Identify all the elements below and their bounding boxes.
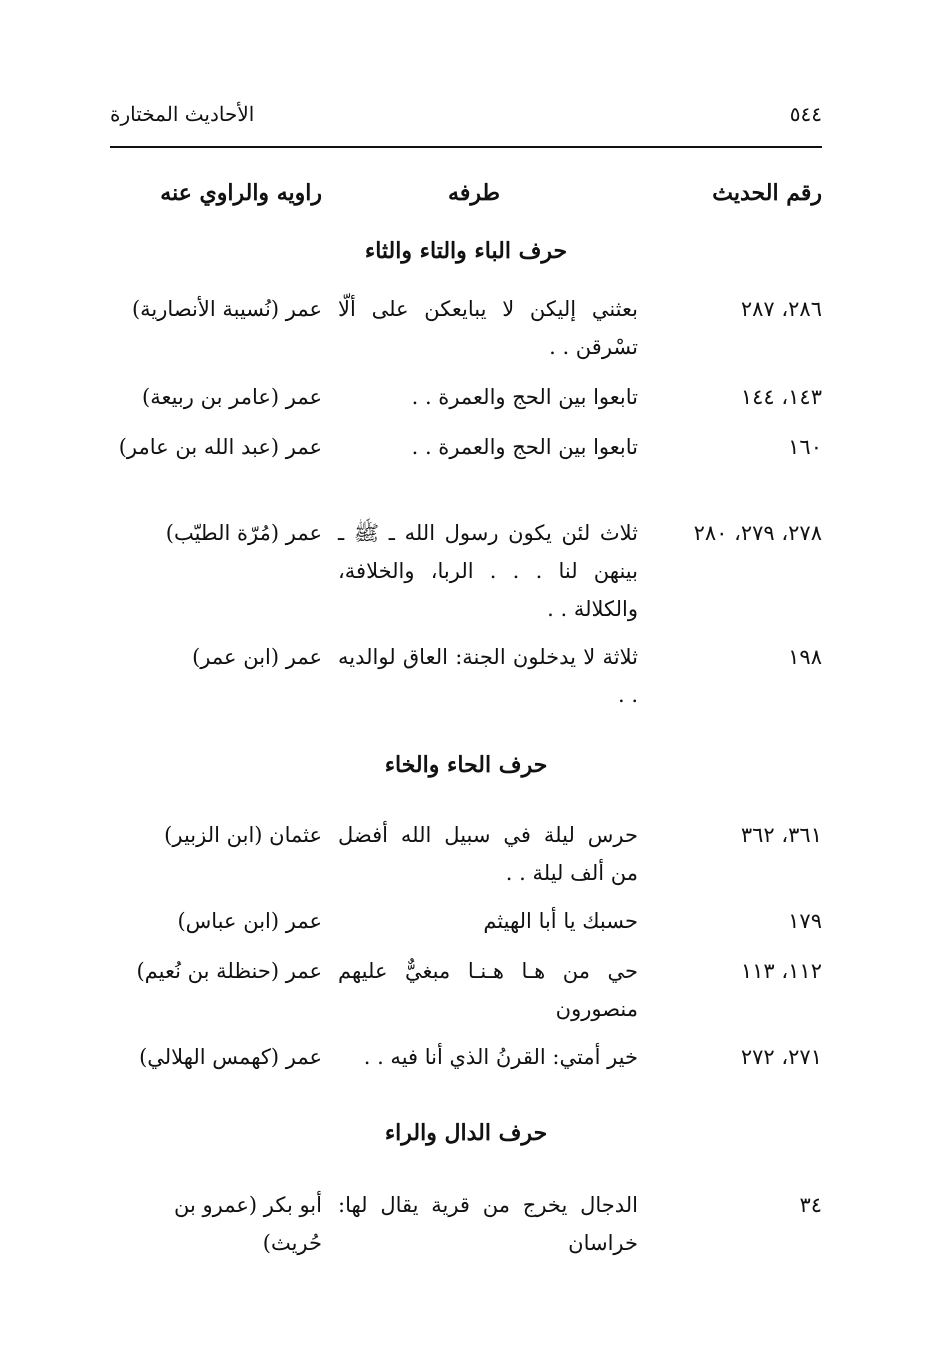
hadith-text: حسبك يا أبا الهيثم	[483, 909, 638, 933]
section-title: حرف الدال والراء	[384, 1120, 548, 1146]
hadith-number: ٣٦١، ٣٦٢	[740, 823, 822, 847]
hadith-number: ٣٤	[799, 1193, 822, 1217]
hadith-narrator: عثمان (ابن الزبير)	[164, 823, 322, 847]
hadith-number: ١٧٩	[788, 909, 822, 933]
hadith-narrator: عمر (عامر بن ربيعة)	[142, 385, 322, 409]
hadith-number: ٢٨٦، ٢٨٧	[740, 297, 822, 321]
hadith-number: ١٦٠	[788, 435, 822, 459]
hadith-text: حي من هـا هـنـا مبغيٌّ عليهم منصورون	[338, 959, 638, 1021]
column-header-text: طرفه	[448, 180, 500, 206]
hadith-number: ٢٧١، ٢٧٢	[740, 1045, 822, 1069]
hadith-text: تابعوا بين الحج والعمرة . .	[411, 385, 638, 409]
hadith-text: خير أمتي: القرنُ الذي أنا فيه . .	[363, 1045, 638, 1069]
hadith-text: بعثني إليكن لا يبايعكن على ألّا تسْرقن . .	[338, 297, 638, 359]
hadith-narrator: أبو بكر (عمرو بن حُريث)	[173, 1193, 322, 1255]
hadith-narrator: عمر (ابن عمر)	[192, 645, 322, 669]
hadith-narrator: عمر (ابن عباس)	[177, 909, 322, 933]
column-header-narrator: راويه والراوي عنه	[160, 180, 322, 206]
hadith-text: ثلاثة لا يدخلون الجنة: العاق لوالديه . .	[338, 645, 638, 707]
header-rule	[110, 146, 822, 148]
running-header	[110, 98, 822, 130]
hadith-number: ٢٧٨، ٢٧٩، ٢٨٠	[693, 521, 822, 545]
hadith-number: ١٤٣، ١٤٤	[740, 385, 822, 409]
hadith-text: الدجال يخرج من قرية يقال لها: خراسان	[338, 1193, 638, 1255]
hadith-narrator: عمر (حنظلة بن نُعيم)	[136, 959, 322, 983]
hadith-text: ثلاث لئن يكون رسول الله ـ ﷺ ـ بينهن لنا . . . الربا، والخلافة، والكلالة . .	[338, 521, 638, 621]
book-title: الأحاديث المختارة	[110, 102, 255, 126]
hadith-narrator: عمر (نُسيبة الأنصارية)	[131, 297, 322, 321]
hadith-number: ١١٢، ١١٣	[740, 959, 822, 983]
section-title: حرف الباء والتاء والثاء	[364, 238, 568, 264]
hadith-number: ١٩٨	[788, 645, 822, 669]
page-number: ٥٤٤	[789, 102, 822, 126]
hadith-narrator: عمر (كهمس الهلالي)	[139, 1045, 322, 1069]
hadith-narrator: عمر (مُرّة الطيّب)	[165, 521, 322, 545]
section-title: حرف الحاء والخاء	[384, 752, 548, 778]
column-header-number: رقم الحديث	[712, 180, 822, 206]
hadith-narrator: عمر (عبد الله بن عامر)	[118, 435, 322, 459]
hadith-text: تابعوا بين الحج والعمرة . .	[411, 435, 638, 459]
hadith-text: حرس ليلة في سبيل الله أفضل من ألف ليلة . .	[338, 823, 638, 885]
